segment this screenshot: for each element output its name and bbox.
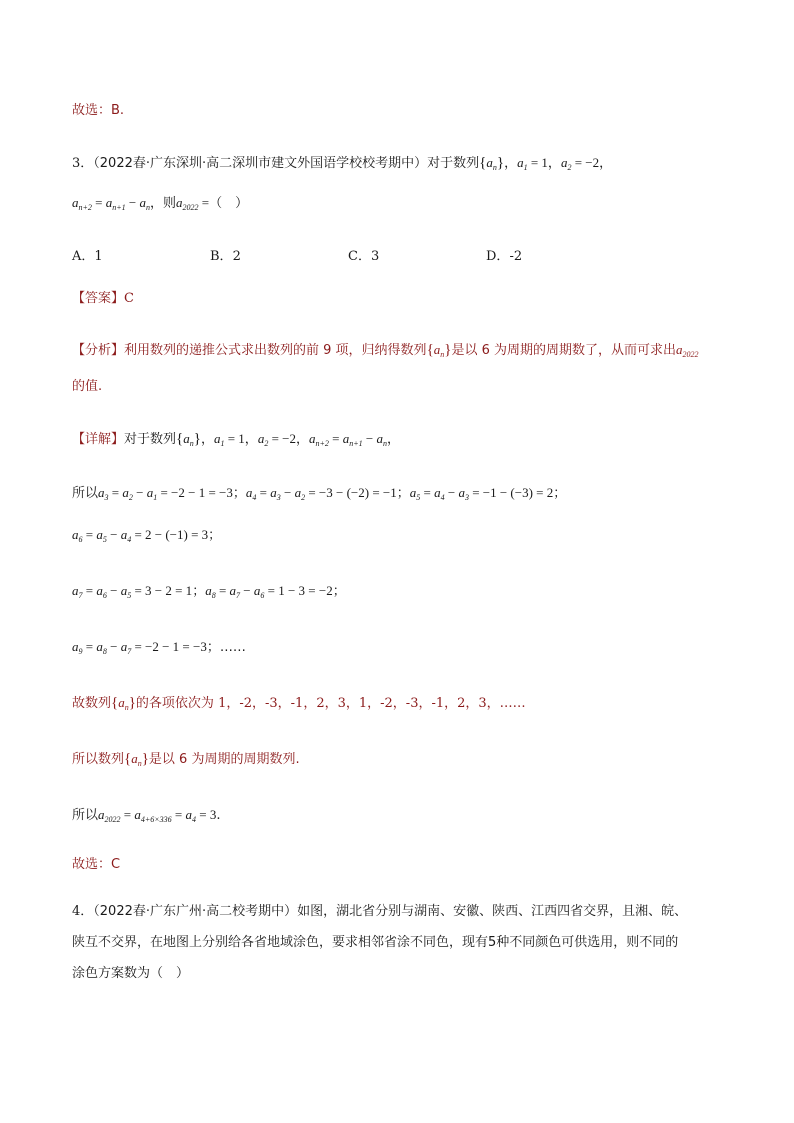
- q3-option-c: C．3: [348, 249, 380, 264]
- q3-step-1: 所以$a_3 = a_2 - a_1 = -2 - 1 = -3$；$a_4 = a_3 - a_2 = -3 - (-2) = -1$；$a_5 = a_4 - a_3 = -1 - (-3) = 2$；: [72, 485, 567, 502]
- q3-source: （2022春·广东深圳·高二深圳市建文外国语学校校考期中）: [93, 156, 428, 171]
- q3-answer: 【答案】C: [72, 291, 134, 306]
- q3-analysis: 【分析】利用数列的递推公式求出数列的前 9 项，归纳得数列$\{a_n\}$是以 6 为周期的周期数了，从而可求出$a_{2022}$: [72, 342, 699, 359]
- q3-option-d: D．-2: [486, 249, 523, 264]
- q3-stem-prefix: 对于数列: [427, 156, 480, 171]
- q4-line-2: 陕互不交界，在地图上分别给各省地域涂色，要求相邻省涂不同色，现有5种不同颜色可供选用，则不同的: [72, 935, 679, 950]
- q3-analysis-end: 的值.: [72, 379, 103, 394]
- q3-option-b: B．2: [210, 249, 241, 264]
- q3-step-2: $a_6 = a_5 - a_4 = 2 - (-1) = 3$；: [72, 527, 222, 544]
- q3-detail-intro: 【详解】对于数列$\{a_n\}$，$a_1 = 1$，$a_2 = -2$，$a_{n+2} = a_{n+1} - a_n$，: [72, 431, 401, 448]
- q4-line-3: 涂色方案数为（ ）: [72, 966, 190, 981]
- q4-line-1: 4．（2022春·广东广州·高二校考期中）如图，湖北省分别与湖南、安徽、陕西、江西四省交界，且湘、皖、: [72, 904, 688, 919]
- q3-init-a2: $a_2 = -2$: [560, 155, 600, 172]
- q3-sequence-values: 故数列$\{a_n\}$的各项依次为 1，-2，-3，-1，2，3，1，-2，-3，-1，2，3，……: [72, 695, 526, 712]
- q3-recurrence: $a_{n+2} = a_{n+1} - a_n$，则$a_{2022}$ =（ ）: [72, 195, 249, 212]
- q3-step-4: $a_9 = a_8 - a_7 = -2 - 1 = -3$；……: [72, 639, 246, 656]
- q3-final-calc: 所以$a_{2022} = a_{4+6\times 336} = a_4 = 3$.: [72, 807, 221, 824]
- q3-stem: 3．（2022春·广东深圳·高二深圳市建文外国语学校校考期中）对于数列$\{a_n\}$，$a_1 = 1$，$a_2 = -2$，: [72, 155, 613, 172]
- q3-conclusion: 故选：C: [72, 857, 121, 872]
- q3-step-3: $a_7 = a_6 - a_5 = 3 - 2 = 1$；$a_8 = a_7 - a_6 = 1 - 3 = -2$；: [72, 583, 346, 600]
- q3-option-a: A．1: [72, 249, 103, 264]
- q3-period: 所以数列$\{a_n\}$是以 6 为周期的周期数列.: [72, 751, 300, 768]
- previous-answer: 故选：B.: [72, 103, 125, 118]
- q3-init-a1: $a_1 = 1$: [517, 155, 548, 172]
- q3-seq-symbol: $\{a_n\}$: [479, 155, 505, 172]
- q3-number: 3．: [72, 156, 94, 171]
